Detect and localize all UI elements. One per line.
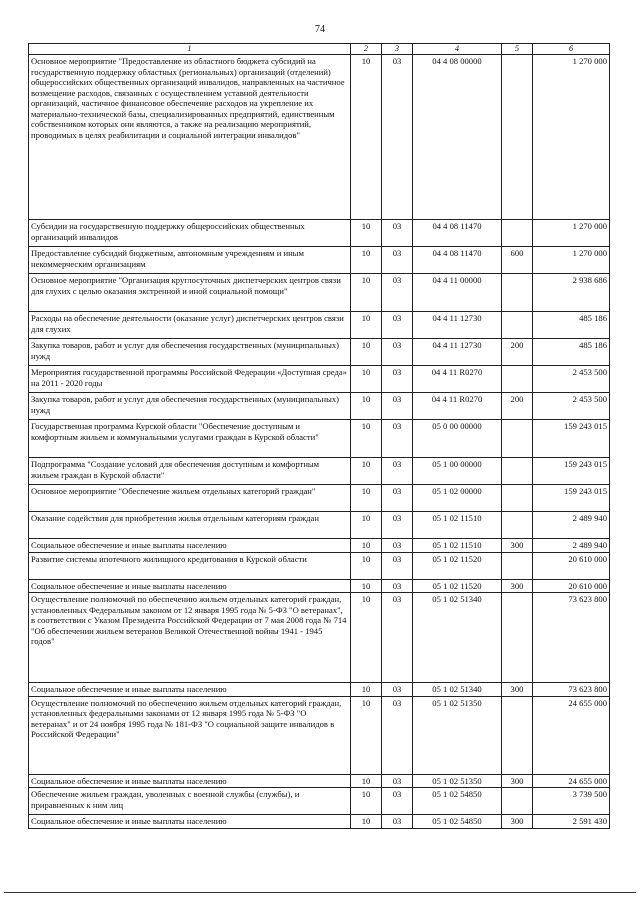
- cell-section: 10: [351, 512, 382, 539]
- cell-expense-type: [502, 696, 533, 774]
- table-header-row: [29, 44, 610, 55]
- cell-subsection: 03: [382, 393, 413, 420]
- cell-name: Субсидии на государственную поддержку общероссийских общественных организаций инвалидов: [29, 220, 351, 247]
- cell-name: Закупка товаров, работ и услуг для обеспечения государственных (муниципальных) нужд: [29, 393, 351, 420]
- cell-name: Осуществление полномочий по обеспечению жильем отдельных категорий граждан, установленных Федеральным законом от 12 января 1995 года № 5-ФЗ "О ветеранах", в соответствии с Указом Президента Российской Федерации от 7 мая 2008 года № 714 "Об обеспечении жильем ветеранов Великой Отечественной войны 1941 - 1945 годов": [29, 593, 351, 683]
- cell-section: 10: [351, 683, 382, 696]
- cell-amount: 20 610 000: [533, 579, 610, 592]
- cell-name: Обеспечение жильем граждан, уволенных с военной службы (службы), и приравненных к ним лиц: [29, 788, 351, 815]
- cell-section: 10: [351, 366, 382, 393]
- cell-expense-type: [502, 274, 533, 312]
- cell-amount: 159 243 015: [533, 420, 610, 458]
- cell-name: Социальное обеспечение и иные выплаты населению: [29, 815, 351, 829]
- cell-expense-type: [502, 512, 533, 539]
- cell-target-article: 05 1 00 00000: [413, 458, 502, 485]
- cell-expense-type: [502, 312, 533, 339]
- cell-target-article: 04 4 11 R0270: [413, 366, 502, 393]
- table-row: [29, 552, 610, 579]
- table-row: [29, 683, 610, 696]
- cell-subsection: 03: [382, 593, 413, 683]
- cell-subsection: 03: [382, 274, 413, 312]
- cell-amount: 159 243 015: [533, 458, 610, 485]
- cell-amount: 1 270 000: [533, 247, 610, 274]
- cell-target-article: 04 4 11 R0270: [413, 393, 502, 420]
- col-header-target-article: 4: [413, 44, 502, 55]
- cell-target-article: 05 1 02 51340: [413, 683, 502, 696]
- cell-target-article: 05 1 02 54850: [413, 815, 502, 829]
- cell-section: 10: [351, 55, 382, 220]
- table-row: [29, 485, 610, 512]
- cell-section: 10: [351, 593, 382, 683]
- cell-amount: 2 591 430: [533, 815, 610, 829]
- cell-amount: 485 186: [533, 312, 610, 339]
- table-row: [29, 579, 610, 592]
- cell-expense-type: [502, 420, 533, 458]
- cell-amount: 73 623 800: [533, 683, 610, 696]
- cell-section: 10: [351, 247, 382, 274]
- table-row: [29, 312, 610, 339]
- cell-name: Основное мероприятие "Предоставление из областного бюджета субсидий на государственную поддержку областных (региональных) организаций (отделений) общероссийских общественных организаций инвалидов, направленных на частичное возмещение расходов, связанных с осуществлением уставной деятельности организаций, частичное финансовое обеспечение расходов на укрепление их материально-технической базы, специализированных предприятий, единственным собственником которых они являются, а также на реализацию мероприятий, проводимых в целях реабилитации и социальной интеграции инвалидов": [29, 55, 351, 220]
- table-row: [29, 220, 610, 247]
- cell-section: 10: [351, 579, 382, 592]
- table-row: [29, 815, 610, 829]
- cell-expense-type: 200: [502, 339, 533, 366]
- col-header-section: 2: [351, 44, 382, 55]
- cell-expense-type: [502, 593, 533, 683]
- cell-name: Социальное обеспечение и иные выплаты населению: [29, 683, 351, 696]
- cell-target-article: 05 1 02 11520: [413, 579, 502, 592]
- cell-name: Социальное обеспечение и иные выплаты населению: [29, 579, 351, 592]
- cell-subsection: 03: [382, 458, 413, 485]
- table-row: [29, 247, 610, 274]
- cell-expense-type: 300: [502, 815, 533, 829]
- cell-expense-type: 300: [502, 579, 533, 592]
- cell-target-article: 04 4 11 12730: [413, 312, 502, 339]
- cell-subsection: 03: [382, 774, 413, 787]
- cell-expense-type: 300: [502, 774, 533, 787]
- cell-section: 10: [351, 788, 382, 815]
- cell-subsection: 03: [382, 788, 413, 815]
- cell-name: Расходы на обеспечение деятельности (оказание услуг) диспетчерских центров связи для глухих: [29, 312, 351, 339]
- cell-target-article: 05 0 00 00000: [413, 420, 502, 458]
- cell-subsection: 03: [382, 539, 413, 552]
- cell-section: 10: [351, 220, 382, 247]
- cell-target-article: 05 1 02 11510: [413, 539, 502, 552]
- cell-subsection: 03: [382, 220, 413, 247]
- cell-expense-type: [502, 485, 533, 512]
- cell-amount: 20 610 000: [533, 552, 610, 579]
- cell-expense-type: 200: [502, 393, 533, 420]
- cell-expense-type: [502, 458, 533, 485]
- cell-expense-type: [502, 366, 533, 393]
- cell-target-article: 05 1 02 54850: [413, 788, 502, 815]
- table-row: [29, 393, 610, 420]
- cell-name: Закупка товаров, работ и услуг для обеспечения государственных (муниципальных) нужд: [29, 339, 351, 366]
- cell-section: 10: [351, 696, 382, 774]
- cell-section: 10: [351, 339, 382, 366]
- cell-name: Социальное обеспечение и иные выплаты населению: [29, 539, 351, 552]
- cell-name: Осуществление полномочий по обеспечению жильем отдельных категорий граждан, установленных федеральными законами от 12 января 1995 года № 5-ФЗ "О ветеранах" и от 24 ноября 1995 года № 181-ФЗ "О социальной защите инвалидов в Российской Федерации": [29, 696, 351, 774]
- cell-section: 10: [351, 393, 382, 420]
- cell-target-article: 04 4 08 11470: [413, 247, 502, 274]
- cell-subsection: 03: [382, 420, 413, 458]
- cell-expense-type: 300: [502, 539, 533, 552]
- cell-target-article: 05 1 02 51340: [413, 593, 502, 683]
- cell-name: Подпрограмма "Создание условий для обеспечения доступным и комфортным жильем граждан в Курской области": [29, 458, 351, 485]
- cell-subsection: 03: [382, 247, 413, 274]
- table-row: [29, 274, 610, 312]
- cell-section: 10: [351, 420, 382, 458]
- cell-amount: 2 453 500: [533, 366, 610, 393]
- cell-section: 10: [351, 552, 382, 579]
- cell-target-article: 05 1 02 11520: [413, 552, 502, 579]
- cell-amount: 2 938 686: [533, 274, 610, 312]
- cell-subsection: 03: [382, 339, 413, 366]
- cell-section: 10: [351, 312, 382, 339]
- cell-target-article: 05 1 02 11510: [413, 512, 502, 539]
- cell-subsection: 03: [382, 512, 413, 539]
- page-number: 74: [315, 24, 325, 35]
- budget-table: [28, 43, 610, 829]
- cell-name: Социальное обеспечение и иные выплаты населению: [29, 774, 351, 787]
- cell-target-article: 05 1 02 51350: [413, 774, 502, 787]
- table-row: [29, 593, 610, 683]
- cell-subsection: 03: [382, 696, 413, 774]
- table-row: [29, 774, 610, 787]
- cell-subsection: 03: [382, 366, 413, 393]
- cell-expense-type: [502, 55, 533, 220]
- cell-expense-type: [502, 552, 533, 579]
- col-header-name: 1: [29, 44, 351, 55]
- table-row: [29, 339, 610, 366]
- cell-amount: 73 623 800: [533, 593, 610, 683]
- cell-name: Развитие системы ипотечного жилищного кредитования в Курской области: [29, 552, 351, 579]
- cell-amount: 159 243 015: [533, 485, 610, 512]
- cell-expense-type: [502, 220, 533, 247]
- cell-expense-type: 300: [502, 683, 533, 696]
- cell-target-article: 05 1 02 00000: [413, 485, 502, 512]
- cell-name: Мероприятия государственной программы Российской Федерации «Доступная среда» на 2011 - 2020 годы: [29, 366, 351, 393]
- cell-expense-type: 600: [502, 247, 533, 274]
- cell-amount: 3 739 500: [533, 788, 610, 815]
- table-row: [29, 788, 610, 815]
- cell-amount: 24 655 000: [533, 774, 610, 787]
- cell-subsection: 03: [382, 552, 413, 579]
- cell-amount: 24 655 000: [533, 696, 610, 774]
- table-row: [29, 512, 610, 539]
- cell-section: 10: [351, 274, 382, 312]
- cell-subsection: 03: [382, 485, 413, 512]
- cell-subsection: 03: [382, 55, 413, 220]
- cell-amount: 2 489 940: [533, 539, 610, 552]
- cell-subsection: 03: [382, 312, 413, 339]
- cell-name: Основное мероприятие "Организация круглосуточных диспетчерских центров связи для глухих с целью оказания экстренной и иной социальной помощи": [29, 274, 351, 312]
- col-header-subsection: 3: [382, 44, 413, 55]
- cell-section: 10: [351, 485, 382, 512]
- col-header-expense-type: 5: [502, 44, 533, 55]
- cell-subsection: 03: [382, 815, 413, 829]
- cell-name: Государственная программа Курской области "Обеспечение доступным и комфортным жильем и коммунальными услугами граждан в Курской области": [29, 420, 351, 458]
- cell-amount: 1 270 000: [533, 220, 610, 247]
- cell-amount: 2 489 940: [533, 512, 610, 539]
- cell-amount: 1 270 000: [533, 55, 610, 220]
- cell-target-article: 05 1 02 51350: [413, 696, 502, 774]
- table-row: [29, 458, 610, 485]
- table-row: [29, 55, 610, 220]
- table-row: [29, 539, 610, 552]
- cell-subsection: 03: [382, 579, 413, 592]
- cell-target-article: 04 4 11 12730: [413, 339, 502, 366]
- cell-name: Основное мероприятие "Обеспечение жильем отдельных категорий граждан": [29, 485, 351, 512]
- cell-name: Оказание содействия для приобретения жилья отдельным категориям граждан: [29, 512, 351, 539]
- table-row: [29, 696, 610, 774]
- cell-section: 10: [351, 774, 382, 787]
- cell-section: 10: [351, 539, 382, 552]
- table-row: [29, 366, 610, 393]
- cell-name: Предоставление субсидий бюджетным, автономным учреждениям и иным некоммерческим организациям: [29, 247, 351, 274]
- cell-amount: 2 453 500: [533, 393, 610, 420]
- cell-target-article: 04 4 08 11470: [413, 220, 502, 247]
- cell-target-article: 04 4 11 00000: [413, 274, 502, 312]
- col-header-amount: 6: [533, 44, 610, 55]
- bottom-divider: [4, 892, 636, 893]
- table-row: [29, 420, 610, 458]
- cell-section: 10: [351, 458, 382, 485]
- cell-expense-type: [502, 788, 533, 815]
- cell-target-article: 04 4 08 00000: [413, 55, 502, 220]
- cell-section: 10: [351, 815, 382, 829]
- cell-subsection: 03: [382, 683, 413, 696]
- cell-amount: 485 186: [533, 339, 610, 366]
